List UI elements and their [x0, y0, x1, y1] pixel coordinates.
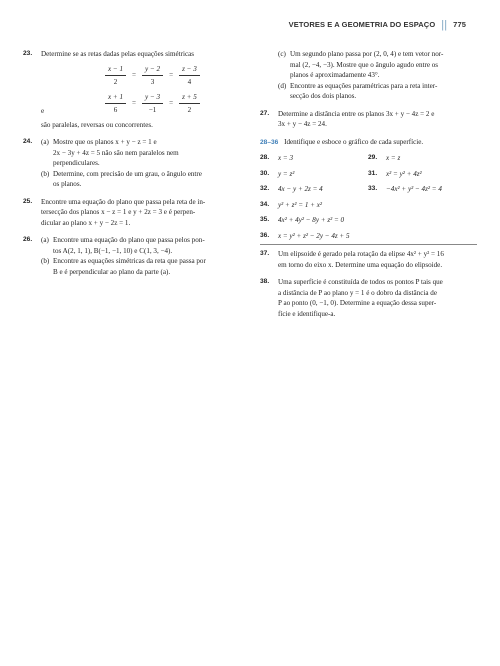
exercise-36: 36. x = y² + z² − 2y − 4z + 5	[260, 231, 350, 240]
exercise-33: 33. −4x² + y² − 4z² = 4	[368, 185, 442, 193]
exercise-number: 23.	[23, 50, 33, 57]
exercise-32: 32. 4x − y + 2z = 4	[260, 185, 323, 193]
exercise-31: 31. x² = y² + 4z²	[368, 169, 422, 178]
section-title: VETORES E A GEOMETRIA DO ESPAÇO	[288, 20, 436, 29]
exercise-number: 25.	[23, 197, 33, 205]
part-b: (b) Determine, com precisão de um grau, o ângulo entre os planos.	[41, 169, 202, 188]
exercise-23	[23, 49, 238, 130]
part-a: (a) Encontre uma equação do plano que passa pelos pon- tos A(2, 1, 1), B(−1, −1, 10) e C(1, 3, −4).	[41, 236, 205, 255]
exercise-number: 26.	[23, 236, 33, 243]
part-d: (d) Encontre as equações paramétricas para a reta inter- secção dos dois planos.	[278, 81, 438, 100]
exercise-text: são paralelas, reversas ou concorrentes.	[41, 120, 153, 129]
exercise-number: 27.	[260, 109, 270, 117]
part-c: (c) Um segundo plano passa por (2, 0, 4) e tem vetor nor- mal (2, −4, −3). Mostre que o ângulo agudo entre os planos é aproximadamente 43°.	[278, 50, 444, 79]
exercise-27: 27. Determine a distância entre os planos 3x + y − 4z = 2 e 3x + y − 4z = 24.	[260, 109, 435, 128]
exercise-28: 28. x = 3	[260, 154, 294, 162]
exercise-37: 37. Um elipsoide é gerado pela rotação da elipse 4x² + y² = 16 em torno do eixo x. Determine uma equação do elipsoide.	[260, 250, 444, 269]
exercise-35: 35. 4x² + 4y² − 8y + z² = 0	[260, 216, 345, 224]
exercise-26	[23, 235, 238, 277]
equation-line-2: $\frac{x + 1}{6}$ = $\frac{y - 3}{-1}$ = $\frac{z + 5}{2}$	[41, 92, 238, 116]
page-number: 775	[453, 20, 466, 29]
conjunction-e: e	[41, 106, 45, 115]
exercise-38: 38. Uma superfície é constituída de todos os pontos P tais que a distância de P ao plano y = 1 é o dobro da distância de P ao ponto (0, −1, 0). Determine a equação dessa super- fície e identifique-a.	[260, 278, 443, 318]
running-header	[289, 20, 466, 29]
equation-line-1: $\frac{x - 1}{2}$ = $\frac{y - 2}{3}$ = $\frac{z - 3}{4}$	[41, 64, 238, 88]
exercise-range-instruction: 28–36 Identifique e esboce o gráfico de cada superfície.	[260, 137, 424, 146]
left-column	[23, 49, 238, 284]
exercise-30: 30. y = z²	[260, 169, 295, 178]
exercise-number: 24.	[23, 138, 33, 145]
exercise-29: 29. x = z	[368, 154, 401, 162]
exercise-number: 37.	[260, 250, 270, 257]
exercise-34: 34. y² + z² = 1 + x²	[260, 200, 322, 209]
exercise-text: Determine se as retas dadas pelas equações simétricas	[41, 50, 195, 58]
right-column	[260, 49, 477, 326]
part-a: (a) Mostre que os planos x + y − z = 1 e 2x − 3y + 4z = 5 não são nem paralelos nem perpendiculares.	[41, 138, 179, 167]
exercise-24	[23, 137, 238, 190]
surface-exercises-grid	[260, 153, 477, 195]
section-divider	[260, 244, 477, 245]
exercise-26-continued	[260, 49, 477, 102]
exercise-number: 38.	[260, 278, 270, 285]
exercise-25: 25. Encontre uma equação do plano que passa pela reta de in- tersecção dos planos x − z = 1 e y + 2z = 3 e é perpen- dicular ao plano x + y − 2z = 1.	[23, 197, 206, 227]
header-separator: ||	[441, 18, 448, 31]
exercise-range-label: 28–36	[260, 138, 279, 146]
part-b: (b) Encontre as equações simétricas da reta que passa por B e é perpendicular ao plano da parte (a).	[41, 257, 206, 276]
